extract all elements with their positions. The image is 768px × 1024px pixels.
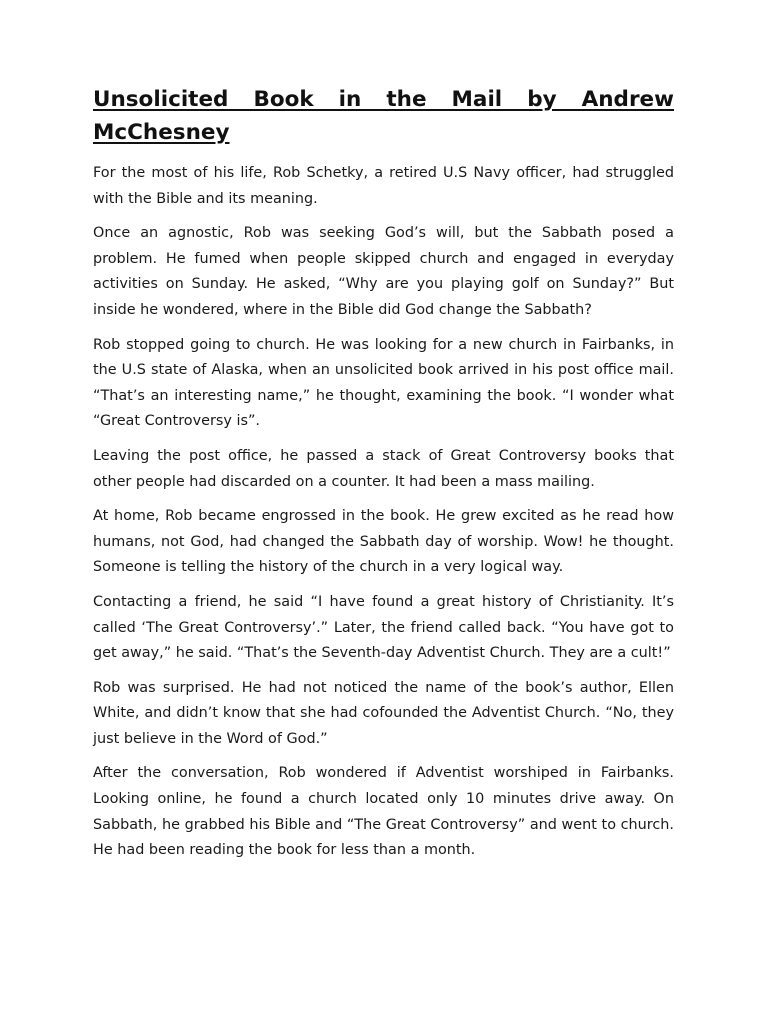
paragraph: Rob stopped going to church. He was looking for a new church in Fairbanks, in the U.S state of Alaska, when an unsolicited book arrived in his post office mail. “That’s an interesting name,” he thought, examining the book. “I wonder what “Great Controversy is”. <box>93 336 674 430</box>
paragraph: Once an agnostic, Rob was seeking God’s will, but the Sabbath posed a problem. He fumed when people skipped church and engaged in everyday activities on Sunday. He asked, “Why are you playing golf on Sunday?” But inside he wondered, where in the Bible did God change the Sabbath? <box>93 225 674 318</box>
paragraph: For the most of his life, Rob Schetky, a retired U.S Navy officer, had struggled with the Bible and its meaning. <box>93 165 674 207</box>
paragraph: Rob was surprised. He had not noticed the name of the book’s author, Ellen White, and didn’t know that she had cofounded the Adventist Church. “No, they just believe in the Word of God.” <box>93 679 674 747</box>
paragraph: After the conversation, Rob wondered if Adventist worshiped in Fairbanks. Looking online, he found a church located only 10 minutes drive away. On Sabbath, he grabbed his Bible and “The Great Controversy” and went to church. He had been reading the book for less than a month. <box>93 765 674 859</box>
document-title: Unsolicited Book in the Mail by Andrew McChesney <box>93 87 674 145</box>
document-page <box>93 83 674 873</box>
paragraph: At home, Rob became engrossed in the book. He grew excited as he read how humans, not God, had changed the Sabbath day of worship. Wow! he thought. Someone is telling the history of the church in a very logical way. <box>93 508 674 576</box>
paragraph: Contacting a friend, he said “I have found a great history of Christianity. It’s called ‘The Great Controversy’.” Later, the friend called back. “You have got to get away,” he said. “That’s the Seventh-day Adventist Church. They are a cult!” <box>93 593 674 662</box>
paragraph: Leaving the post office, he passed a stack of Great Controversy books that other people had discarded on a counter. It had been a mass mailing. <box>93 447 674 490</box>
